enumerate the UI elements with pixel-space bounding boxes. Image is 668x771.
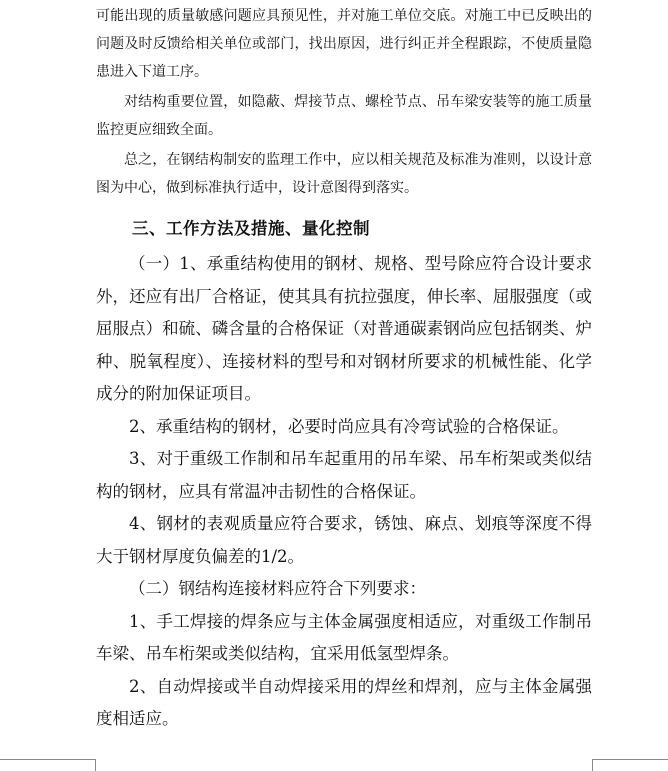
paragraph-conclusion: 总之，在钢结构制安的监理工作中，应以相关规范及标准为准则，以设计意图为中心，做到标准执行适中，设计意图得到落实。: [96, 152, 592, 196]
margin-mark-bottom-left-h: [0, 759, 95, 760]
paragraph-item-1-1: （一）1、承重结构使用的钢材、规格、型号除应符合设计要求外，还应有出厂合格证，使其具有抗拉强度，伸长率、屈服强度（或屈服点）和硫、磷含量的合格保证（对普通碳素钢尚应包括钢类、炉种、脱氧程度）、连接材料的型号和对钢材所要求的机械性能、化学成分的附加保证项目。: [96, 254, 592, 403]
paragraph-item-2-2: 2、自动焊接或半自动焊接采用的焊丝和焊剂，应与主体金属强度相适应。: [96, 676, 592, 728]
document-body: [96, 0, 592, 736]
section-heading: 三、工作方法及措施、量化控制: [132, 219, 370, 238]
paragraph-item-1-3: 3、对于重级工作制和吊车起重用的吊车梁、吊车桁架或类似结构的钢材，应具有常温冲击韧性的合格保证。: [96, 449, 592, 501]
margin-mark-bottom-right-h: [592, 759, 668, 760]
margin-mark-bottom-left-v: [95, 759, 96, 771]
paragraph-key-positions: 对结构重要位置，如隐蔽、焊接节点、螺栓节点、吊车梁安装等的施工质量监控更应细致全面。: [96, 94, 592, 138]
paragraph-item-1-2: 2、承重结构的钢材，必要时尚应具有冷弯试验的合格保证。: [129, 416, 569, 436]
paragraph-item-2-intro: （二）钢结构连接材料应符合下列要求：: [129, 579, 426, 598]
paragraph-item-1-4: 4、钢材的表观质量应符合要求，锈蚀、麻点、划痕等深度不得大于钢材厚度负偏差的1/2。: [96, 514, 592, 566]
paragraph-item-2-1: 1、手工焊接的焊条应与主体金属强度相适应，对重级工作制吊车梁、吊车桁架或类似结构，宜采用低氢型焊条。: [96, 611, 592, 663]
margin-mark-bottom-right-v: [592, 759, 593, 771]
paragraph-quality-foresight: 可能出现的质量敏感问题应具预见性，并对施工单位交底。对施工中已反映出的问题及时反馈给相关单位或部门，找出原因，进行纠正并全程跟踪，不使质量隐患进入下道工序。: [96, 8, 592, 80]
